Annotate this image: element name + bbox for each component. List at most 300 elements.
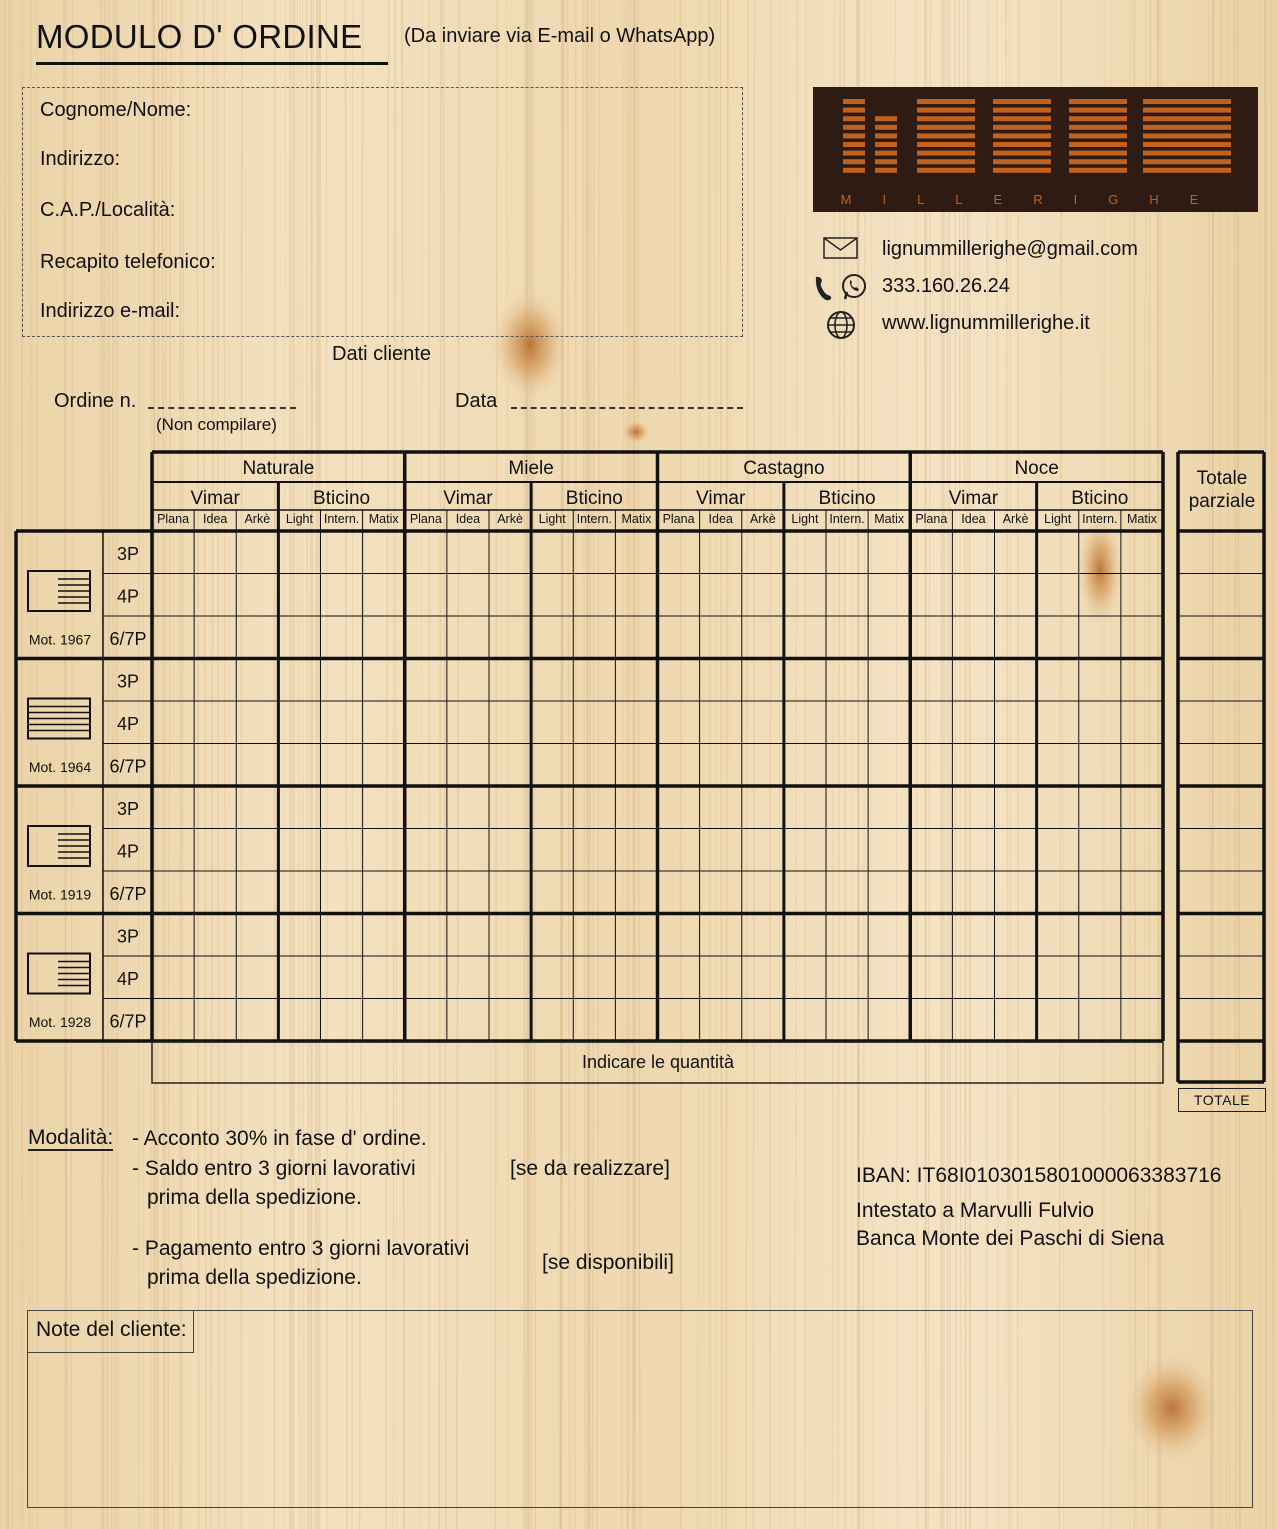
quantity-cell[interactable] bbox=[743, 575, 783, 616]
quantity-cell[interactable] bbox=[827, 915, 867, 956]
quantity-cell[interactable] bbox=[701, 575, 741, 616]
quantity-cell[interactable] bbox=[659, 532, 699, 573]
quantity-cell[interactable] bbox=[1038, 617, 1078, 658]
quantity-cell[interactable] bbox=[1038, 660, 1078, 701]
quantity-cell[interactable] bbox=[153, 575, 193, 616]
quantity-cell[interactable] bbox=[406, 830, 446, 871]
quantity-cell[interactable] bbox=[911, 915, 951, 956]
quantity-cell[interactable] bbox=[490, 1000, 530, 1041]
quantity-cell[interactable] bbox=[406, 787, 446, 828]
quantity-cell[interactable] bbox=[996, 787, 1036, 828]
quantity-cell[interactable] bbox=[448, 532, 488, 573]
quantity-cell[interactable] bbox=[869, 702, 909, 743]
quantity-cell[interactable] bbox=[364, 787, 404, 828]
quantity-cell[interactable] bbox=[448, 830, 488, 871]
quantity-cell[interactable] bbox=[659, 787, 699, 828]
quantity-cell[interactable] bbox=[701, 1000, 741, 1041]
quantity-cell[interactable] bbox=[996, 1000, 1036, 1041]
quantity-cell[interactable] bbox=[1038, 915, 1078, 956]
quantity-cell[interactable] bbox=[616, 957, 656, 998]
quantity-cell[interactable] bbox=[448, 660, 488, 701]
quantity-cell[interactable] bbox=[659, 872, 699, 913]
quantity-cell[interactable] bbox=[1122, 915, 1162, 956]
quantity-cell[interactable] bbox=[322, 660, 362, 701]
quantity-cell[interactable] bbox=[659, 745, 699, 786]
quantity-cell[interactable] bbox=[279, 702, 319, 743]
quantity-cell[interactable] bbox=[237, 745, 277, 786]
quantity-cell[interactable] bbox=[953, 702, 993, 743]
quantity-cell[interactable] bbox=[153, 872, 193, 913]
quantity-cell[interactable] bbox=[532, 660, 572, 701]
quantity-cell[interactable] bbox=[195, 1000, 235, 1041]
quantity-cell[interactable] bbox=[532, 575, 572, 616]
quantity-cell[interactable] bbox=[616, 872, 656, 913]
quantity-cell[interactable] bbox=[1080, 872, 1120, 913]
quantity-cell[interactable] bbox=[1080, 702, 1120, 743]
quantity-cell[interactable] bbox=[406, 532, 446, 573]
quantity-cell[interactable] bbox=[701, 830, 741, 871]
quantity-cell[interactable] bbox=[490, 872, 530, 913]
quantity-cell[interactable] bbox=[827, 660, 867, 701]
quantity-cell[interactable] bbox=[237, 617, 277, 658]
quantity-cell[interactable] bbox=[322, 532, 362, 573]
quantity-cell[interactable] bbox=[1038, 532, 1078, 573]
quantity-cell[interactable] bbox=[996, 532, 1036, 573]
quantity-cell[interactable] bbox=[743, 872, 783, 913]
quantity-cell[interactable] bbox=[279, 957, 319, 998]
quantity-cell[interactable] bbox=[1122, 532, 1162, 573]
quantity-cell[interactable] bbox=[195, 702, 235, 743]
quantity-cell[interactable] bbox=[869, 872, 909, 913]
quantity-cell[interactable] bbox=[532, 915, 572, 956]
quantity-cell[interactable] bbox=[1122, 745, 1162, 786]
quantity-cell[interactable] bbox=[659, 702, 699, 743]
quantity-cell[interactable] bbox=[869, 830, 909, 871]
quantity-cell[interactable] bbox=[869, 787, 909, 828]
quantity-cell[interactable] bbox=[532, 617, 572, 658]
quantity-cell[interactable] bbox=[490, 617, 530, 658]
quantity-cell[interactable] bbox=[953, 915, 993, 956]
quantity-cell[interactable] bbox=[490, 702, 530, 743]
quantity-cell[interactable] bbox=[406, 660, 446, 701]
quantity-cell[interactable] bbox=[785, 702, 825, 743]
quantity-cell[interactable] bbox=[827, 745, 867, 786]
quantity-cell[interactable] bbox=[322, 745, 362, 786]
finish-header-miele: Miele bbox=[508, 458, 554, 479]
quantity-cell[interactable] bbox=[911, 660, 951, 701]
quantity-cell[interactable] bbox=[1080, 1000, 1120, 1041]
quantity-cell[interactable] bbox=[490, 830, 530, 871]
quantity-cell[interactable] bbox=[322, 915, 362, 956]
quantity-cell[interactable] bbox=[153, 745, 193, 786]
quantity-cell[interactable] bbox=[1080, 830, 1120, 871]
order-number-label: Ordine n. bbox=[54, 390, 137, 412]
quantity-cell[interactable] bbox=[532, 532, 572, 573]
quantity-cell[interactable] bbox=[996, 957, 1036, 998]
quantity-cell[interactable] bbox=[701, 872, 741, 913]
quantity-cell[interactable] bbox=[869, 575, 909, 616]
quantity-cell[interactable] bbox=[616, 575, 656, 616]
quantity-cell[interactable] bbox=[1080, 745, 1120, 786]
quantity-cell[interactable] bbox=[279, 532, 319, 573]
quantity-cell[interactable] bbox=[996, 575, 1036, 616]
quantity-cell[interactable] bbox=[406, 745, 446, 786]
quantity-cell[interactable] bbox=[406, 872, 446, 913]
quantity-cell[interactable] bbox=[574, 575, 614, 616]
quantity-cell[interactable] bbox=[996, 617, 1036, 658]
quantity-cell[interactable] bbox=[616, 702, 656, 743]
quantity-cell[interactable] bbox=[322, 617, 362, 658]
quantity-cell[interactable] bbox=[1080, 617, 1120, 658]
quantity-cell[interactable] bbox=[574, 532, 614, 573]
quantity-cell[interactable] bbox=[869, 1000, 909, 1041]
quantity-cell[interactable] bbox=[406, 957, 446, 998]
quantity-cell[interactable] bbox=[616, 915, 656, 956]
quantity-cell[interactable] bbox=[911, 532, 951, 573]
quantity-cell[interactable] bbox=[237, 532, 277, 573]
quantity-cell[interactable] bbox=[996, 872, 1036, 913]
quantity-cell[interactable] bbox=[953, 532, 993, 573]
quantity-cell[interactable] bbox=[1080, 575, 1120, 616]
quantity-cell[interactable] bbox=[616, 532, 656, 573]
quantity-cell[interactable] bbox=[237, 872, 277, 913]
quantity-cell[interactable] bbox=[743, 745, 783, 786]
quantity-cell[interactable] bbox=[237, 702, 277, 743]
quantity-cell[interactable] bbox=[743, 702, 783, 743]
quantity-cell[interactable] bbox=[1038, 745, 1078, 786]
quantity-cell[interactable] bbox=[996, 660, 1036, 701]
quantity-cell[interactable] bbox=[827, 957, 867, 998]
quantity-cell[interactable] bbox=[1122, 575, 1162, 616]
quantity-cell[interactable] bbox=[195, 957, 235, 998]
quantity-cell[interactable] bbox=[448, 957, 488, 998]
quantity-cell[interactable] bbox=[827, 872, 867, 913]
quantity-cell[interactable] bbox=[701, 787, 741, 828]
quantity-cell[interactable] bbox=[953, 617, 993, 658]
quantity-cell[interactable] bbox=[490, 745, 530, 786]
quantity-cell[interactable] bbox=[153, 957, 193, 998]
quantity-cell[interactable] bbox=[279, 830, 319, 871]
quantity-cell[interactable] bbox=[827, 575, 867, 616]
quantity-cell[interactable] bbox=[364, 702, 404, 743]
quantity-cell[interactable] bbox=[953, 660, 993, 701]
quantity-cell[interactable] bbox=[616, 660, 656, 701]
quantity-cell[interactable] bbox=[153, 702, 193, 743]
model-label: Mot. 1928 bbox=[28, 1014, 92, 1030]
quantity-cell[interactable] bbox=[827, 617, 867, 658]
quantity-cell[interactable] bbox=[996, 830, 1036, 871]
quantity-cell[interactable] bbox=[448, 787, 488, 828]
quantity-cell[interactable] bbox=[1122, 617, 1162, 658]
quantity-cell[interactable] bbox=[869, 957, 909, 998]
quantity-cell[interactable] bbox=[574, 957, 614, 998]
quantity-cell[interactable] bbox=[659, 1000, 699, 1041]
quantity-cell[interactable] bbox=[869, 915, 909, 956]
quantity-cell[interactable] bbox=[195, 617, 235, 658]
quantity-cell[interactable] bbox=[827, 702, 867, 743]
quantity-cell[interactable] bbox=[785, 660, 825, 701]
quantity-note: Indicare le quantità bbox=[581, 1052, 735, 1072]
quantity-cell[interactable] bbox=[532, 702, 572, 743]
quantity-cell[interactable] bbox=[490, 787, 530, 828]
quantity-cell[interactable] bbox=[574, 915, 614, 956]
quantity-cell[interactable] bbox=[448, 1000, 488, 1041]
quantity-cell[interactable] bbox=[953, 830, 993, 871]
quantity-cell[interactable] bbox=[785, 872, 825, 913]
quantity-cell[interactable] bbox=[532, 872, 572, 913]
quantity-cell[interactable] bbox=[364, 745, 404, 786]
quantity-cell[interactable] bbox=[322, 872, 362, 913]
series-header: Matix bbox=[1127, 512, 1157, 526]
quantity-cell[interactable] bbox=[785, 532, 825, 573]
quantity-cell[interactable] bbox=[785, 617, 825, 658]
quantity-cell[interactable] bbox=[153, 660, 193, 701]
quantity-cell[interactable] bbox=[406, 915, 446, 956]
quantity-cell[interactable] bbox=[279, 787, 319, 828]
customer-notes-label: Note del cliente: bbox=[28, 1311, 194, 1353]
quantity-cell[interactable] bbox=[279, 660, 319, 701]
quantity-cell[interactable] bbox=[195, 575, 235, 616]
quantity-cell[interactable] bbox=[364, 532, 404, 573]
quantity-cell[interactable] bbox=[911, 872, 951, 913]
quantity-cell[interactable] bbox=[322, 575, 362, 616]
quantity-cell[interactable] bbox=[996, 745, 1036, 786]
quantity-cell[interactable] bbox=[195, 745, 235, 786]
quantity-cell[interactable] bbox=[827, 532, 867, 573]
quantity-cell[interactable] bbox=[743, 957, 783, 998]
quantity-cell[interactable] bbox=[616, 787, 656, 828]
quantity-cell[interactable] bbox=[322, 830, 362, 871]
quantity-cell[interactable] bbox=[701, 745, 741, 786]
quantity-cell[interactable] bbox=[322, 787, 362, 828]
quantity-cell[interactable] bbox=[869, 617, 909, 658]
quantity-cell[interactable] bbox=[869, 745, 909, 786]
quantity-cell[interactable] bbox=[532, 957, 572, 998]
quantity-cell[interactable] bbox=[1122, 660, 1162, 701]
quantity-cell[interactable] bbox=[153, 617, 193, 658]
quantity-cell[interactable] bbox=[1080, 660, 1120, 701]
quantity-cell[interactable] bbox=[659, 957, 699, 998]
quantity-cell[interactable] bbox=[1122, 787, 1162, 828]
quantity-cell[interactable] bbox=[1080, 957, 1120, 998]
quantity-cell[interactable] bbox=[532, 745, 572, 786]
quantity-cell[interactable] bbox=[490, 660, 530, 701]
quantity-cell[interactable] bbox=[574, 660, 614, 701]
quantity-cell[interactable] bbox=[574, 702, 614, 743]
quantity-cell[interactable] bbox=[279, 745, 319, 786]
quantity-cell[interactable] bbox=[237, 915, 277, 956]
quantity-cell[interactable] bbox=[1122, 1000, 1162, 1041]
quantity-cell[interactable] bbox=[1038, 872, 1078, 913]
quantity-cell[interactable] bbox=[574, 745, 614, 786]
quantity-cell[interactable] bbox=[616, 617, 656, 658]
quantity-cell[interactable] bbox=[364, 1000, 404, 1041]
quantity-cell[interactable] bbox=[574, 787, 614, 828]
quantity-cell[interactable] bbox=[827, 830, 867, 871]
quantity-cell[interactable] bbox=[237, 787, 277, 828]
quantity-cell[interactable] bbox=[785, 830, 825, 871]
quantity-cell[interactable] bbox=[195, 787, 235, 828]
quantity-cell[interactable] bbox=[701, 532, 741, 573]
quantity-cell[interactable] bbox=[532, 787, 572, 828]
quantity-cell[interactable] bbox=[1038, 1000, 1078, 1041]
quantity-cell[interactable] bbox=[659, 830, 699, 871]
quantity-cell[interactable] bbox=[1038, 575, 1078, 616]
series-header: Light bbox=[538, 512, 566, 526]
quantity-cell[interactable] bbox=[406, 1000, 446, 1041]
quantity-cell[interactable] bbox=[448, 617, 488, 658]
quantity-cell[interactable] bbox=[953, 745, 993, 786]
quantity-cell[interactable] bbox=[237, 660, 277, 701]
quantity-cell[interactable] bbox=[153, 830, 193, 871]
quantity-cell[interactable] bbox=[701, 617, 741, 658]
quantity-cell[interactable] bbox=[279, 1000, 319, 1041]
quantity-cell[interactable] bbox=[827, 1000, 867, 1041]
quantity-cell[interactable] bbox=[322, 702, 362, 743]
quantity-cell[interactable] bbox=[659, 575, 699, 616]
quantity-cell[interactable] bbox=[1038, 702, 1078, 743]
quantity-cell[interactable] bbox=[279, 915, 319, 956]
quantity-cell[interactable] bbox=[237, 830, 277, 871]
quantity-cell[interactable] bbox=[869, 532, 909, 573]
quantity-cell[interactable] bbox=[743, 830, 783, 871]
quantity-cell[interactable] bbox=[743, 787, 783, 828]
quantity-cell[interactable] bbox=[785, 745, 825, 786]
quantity-cell[interactable] bbox=[279, 872, 319, 913]
quantity-cell[interactable] bbox=[448, 745, 488, 786]
quantity-cell[interactable] bbox=[448, 915, 488, 956]
quantity-cell[interactable] bbox=[279, 575, 319, 616]
contact-website[interactable]: www.lignummillerighe.it bbox=[882, 312, 1090, 334]
quantity-cell[interactable] bbox=[153, 532, 193, 573]
quantity-cell[interactable] bbox=[911, 957, 951, 998]
quantity-cell[interactable] bbox=[616, 1000, 656, 1041]
quantity-cell[interactable] bbox=[701, 702, 741, 743]
quantity-cell[interactable] bbox=[911, 617, 951, 658]
grand-total-cell[interactable] bbox=[1180, 1044, 1262, 1080]
quantity-cell[interactable] bbox=[1122, 872, 1162, 913]
quantity-cell[interactable] bbox=[448, 702, 488, 743]
quantity-cell[interactable] bbox=[911, 830, 951, 871]
quantity-cell[interactable] bbox=[911, 575, 951, 616]
quantity-cell[interactable] bbox=[659, 617, 699, 658]
quantity-cell[interactable] bbox=[237, 575, 277, 616]
quantity-cell[interactable] bbox=[1080, 915, 1120, 956]
quantity-cell[interactable] bbox=[701, 915, 741, 956]
quantity-cell[interactable] bbox=[195, 660, 235, 701]
quantity-cell[interactable] bbox=[364, 915, 404, 956]
quantity-cell[interactable] bbox=[911, 1000, 951, 1041]
quantity-cell[interactable] bbox=[785, 787, 825, 828]
quantity-cell[interactable] bbox=[1080, 532, 1120, 573]
quantity-cell[interactable] bbox=[406, 617, 446, 658]
contact-email[interactable]: lignummillerighe@gmail.com bbox=[882, 238, 1138, 260]
quantity-cell[interactable] bbox=[322, 957, 362, 998]
quantity-cell[interactable] bbox=[785, 915, 825, 956]
quantity-cell[interactable] bbox=[869, 660, 909, 701]
quantity-cell[interactable] bbox=[153, 915, 193, 956]
quantity-cell[interactable] bbox=[911, 745, 951, 786]
quantity-cell[interactable] bbox=[827, 787, 867, 828]
quantity-cell[interactable] bbox=[743, 660, 783, 701]
quantity-cell[interactable] bbox=[448, 872, 488, 913]
quantity-cell[interactable] bbox=[448, 575, 488, 616]
quantity-cell[interactable] bbox=[1122, 702, 1162, 743]
quantity-cell[interactable] bbox=[364, 617, 404, 658]
contact-phone[interactable]: 333.160.26.24 bbox=[882, 275, 1010, 297]
quantity-cell[interactable] bbox=[322, 1000, 362, 1041]
quantity-cell[interactable] bbox=[953, 787, 993, 828]
quantity-cell[interactable] bbox=[743, 532, 783, 573]
quantity-cell[interactable] bbox=[237, 957, 277, 998]
quantity-cell[interactable] bbox=[743, 617, 783, 658]
quantity-cell[interactable] bbox=[911, 787, 951, 828]
quantity-cell[interactable] bbox=[195, 830, 235, 871]
quantity-cell[interactable] bbox=[364, 872, 404, 913]
quantity-cell[interactable] bbox=[574, 830, 614, 871]
quantity-cell[interactable] bbox=[616, 745, 656, 786]
quantity-cell[interactable] bbox=[996, 702, 1036, 743]
quantity-cell[interactable] bbox=[1038, 957, 1078, 998]
quantity-cell[interactable] bbox=[532, 830, 572, 871]
quantity-cell[interactable] bbox=[743, 1000, 783, 1041]
quantity-cell[interactable] bbox=[785, 957, 825, 998]
quantity-cell[interactable] bbox=[616, 830, 656, 871]
quantity-cell[interactable] bbox=[490, 915, 530, 956]
quantity-cell[interactable] bbox=[364, 830, 404, 871]
quantity-cell[interactable] bbox=[406, 702, 446, 743]
quantity-cell[interactable] bbox=[574, 872, 614, 913]
quantity-cell[interactable] bbox=[1122, 957, 1162, 998]
quantity-cell[interactable] bbox=[659, 660, 699, 701]
quantity-cell[interactable] bbox=[953, 872, 993, 913]
quantity-cell[interactable] bbox=[532, 1000, 572, 1041]
quantity-cell[interactable] bbox=[406, 575, 446, 616]
quantity-cell[interactable] bbox=[153, 787, 193, 828]
quantity-cell[interactable] bbox=[364, 575, 404, 616]
quantity-cell[interactable] bbox=[195, 872, 235, 913]
quantity-cell[interactable] bbox=[659, 915, 699, 956]
quantity-cell[interactable] bbox=[490, 575, 530, 616]
quantity-cell[interactable] bbox=[364, 660, 404, 701]
quantity-cell[interactable] bbox=[279, 617, 319, 658]
quantity-cell[interactable] bbox=[1038, 787, 1078, 828]
quantity-cell[interactable] bbox=[953, 957, 993, 998]
quantity-cell[interactable] bbox=[701, 660, 741, 701]
quantity-cell[interactable] bbox=[237, 1000, 277, 1041]
quantity-cell[interactable] bbox=[574, 617, 614, 658]
quantity-cell[interactable] bbox=[574, 1000, 614, 1041]
quantity-cell[interactable] bbox=[1038, 830, 1078, 871]
quantity-cell[interactable] bbox=[490, 532, 530, 573]
quantity-cell[interactable] bbox=[195, 915, 235, 956]
quantity-cell[interactable] bbox=[996, 915, 1036, 956]
quantity-cell[interactable] bbox=[785, 575, 825, 616]
quantity-cell[interactable] bbox=[195, 532, 235, 573]
quantity-cell[interactable] bbox=[490, 957, 530, 998]
quantity-cell[interactable] bbox=[1122, 830, 1162, 871]
quantity-cell[interactable] bbox=[785, 1000, 825, 1041]
quantity-cell[interactable] bbox=[911, 702, 951, 743]
order-number-note: (Non compilare) bbox=[156, 415, 277, 434]
quantity-cell[interactable] bbox=[743, 915, 783, 956]
quantity-cell[interactable] bbox=[153, 1000, 193, 1041]
quantity-cell[interactable] bbox=[953, 1000, 993, 1041]
quantity-cell[interactable] bbox=[953, 575, 993, 616]
quantity-cell[interactable] bbox=[701, 957, 741, 998]
quantity-cell[interactable] bbox=[364, 957, 404, 998]
quantity-cell[interactable] bbox=[1080, 787, 1120, 828]
